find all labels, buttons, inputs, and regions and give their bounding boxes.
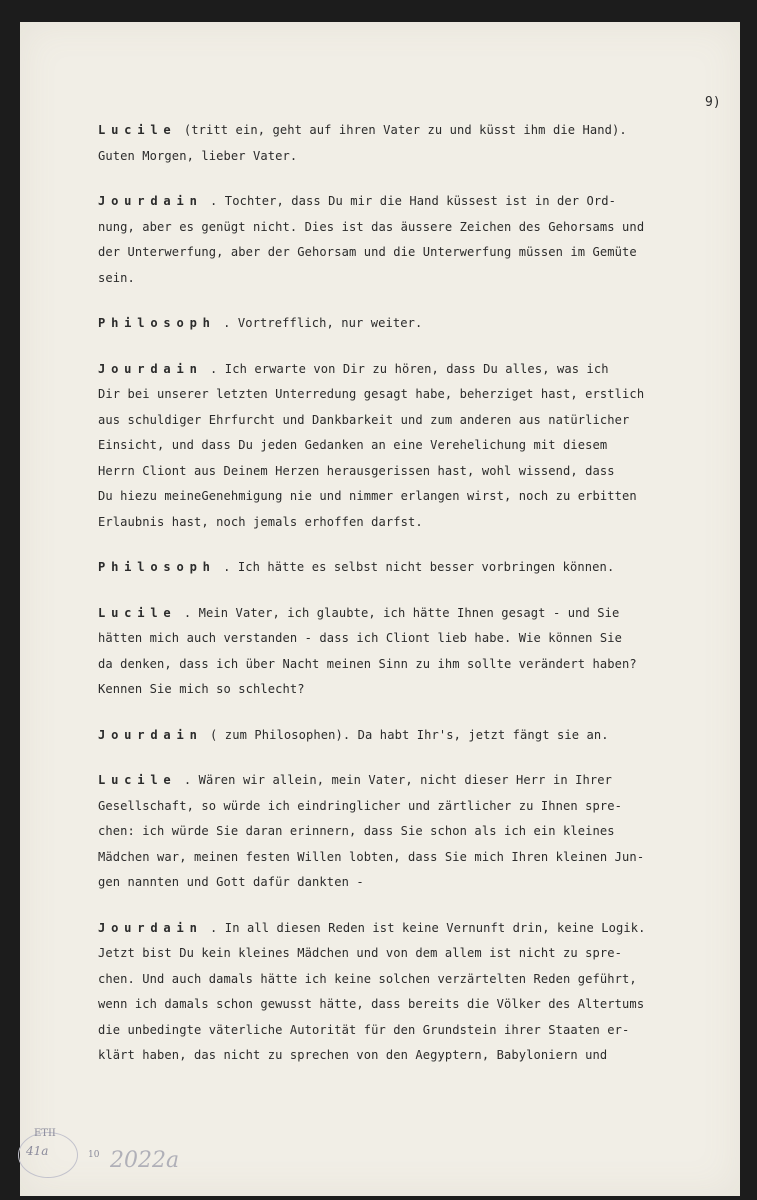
text-line: der Unterwerfung, aber der Gehorsam und die Unterwerfung müssen im Gemüte <box>98 245 637 259</box>
paragraph-8 <box>98 768 738 896</box>
speech-text: . In all diesen Reden ist keine Vernunft drin, keine Logik. <box>210 920 646 935</box>
speech-text: . Wären wir allein, mein Vater, nicht dieser Herr in Ihrer <box>183 773 612 787</box>
text-line <box>98 723 738 749</box>
archive-margin-notes <box>18 1126 218 1186</box>
speaker-name: Lucile <box>98 123 177 137</box>
paragraph-5 <box>98 555 738 581</box>
text-line: Du hiezu meineGenehmigung nie und nimmer erlangen wirst, noch zu erbitten <box>98 489 637 503</box>
text-line: Mädchen war, meinen festen Willen lobten, dass Sie mich Ihren kleinen Jun- <box>98 849 645 864</box>
speaker-name: Lucile <box>98 605 177 620</box>
paragraph-6 <box>98 601 738 703</box>
text-line <box>98 311 738 337</box>
paragraph-7 <box>98 723 738 749</box>
paragraph-9 <box>98 916 738 1069</box>
text-line: die unbedingte väterliche Autorität für den Grundstein ihrer Staaten er- <box>98 1022 630 1037</box>
margin-note-archive-code: ETII <box>34 1128 56 1139</box>
text-line: Guten Morgen, lieber Vater. <box>98 148 298 163</box>
typescript-body <box>98 118 738 1089</box>
text-line: aus schuldiger Ehrfurcht und Dankbarkeit und zum anderen aus natürlicher <box>98 412 630 427</box>
paragraph-4 <box>98 357 738 536</box>
text-line <box>98 916 738 942</box>
speech-text: . Vortrefflich, nur weiter. <box>223 316 423 330</box>
speaker-name: Philosoph <box>98 316 216 330</box>
text-line: nung, aber es genügt nicht. Dies ist das äussere Zeichen des Gehorsams und <box>98 219 645 234</box>
paragraph-3 <box>98 311 738 337</box>
text-line: Herrn Cliont aus Deinem Herzen herausgerissen hast, wohl wissend, dass <box>98 463 615 478</box>
speaker-name: Jourdain <box>98 361 203 376</box>
speaker-name: Philosoph <box>98 560 216 574</box>
page-number: 9) <box>705 95 721 110</box>
text-line: gen nannten und Gott dafür dankten - <box>98 875 364 889</box>
margin-note-number: 10 <box>88 1150 100 1160</box>
stage-direction: ( zum Philosophen). Da habt Ihr's, jetzt fängt sie an. <box>210 727 609 742</box>
text-line: da denken, dass ich über Nacht meinen Sinn zu ihm sollte verändert haben? <box>98 656 637 671</box>
text-line: wenn ich damals schon gewusst hätte, dass bereits die Völker des Altertums <box>98 997 645 1011</box>
text-line <box>98 601 738 627</box>
speaker-name: Lucile <box>98 773 177 787</box>
text-line: chen: ich würde Sie daran erinnern, dass Sie schon als ich ein kleines <box>98 824 615 838</box>
text-line: hätten mich auch verstanden - dass ich Cliont lieb habe. Wie können Sie <box>98 631 623 645</box>
text-line: Jetzt bist Du kein kleines Mädchen und von dem allem ist nicht zu spre- <box>98 946 623 960</box>
text-line: Gesellschaft, so würde ich eindringlicher und zärtlicher zu Ihnen spre- <box>98 798 623 813</box>
speech-text: . Tochter, dass Du mir die Hand küssest ist in der Ord- <box>210 194 617 208</box>
text-line <box>98 357 738 383</box>
paragraph-2 <box>98 189 738 291</box>
margin-note-inventory: 2022a <box>110 1148 180 1173</box>
text-line: klärt haben, das nicht zu sprechen von den Aegyptern, Babyloniern und <box>98 1048 608 1062</box>
speech-text: . Ich hätte es selbst nicht besser vorbringen können. <box>223 560 615 574</box>
text-line: Kennen Sie mich so schlecht? <box>98 682 305 696</box>
document-page <box>20 22 740 1196</box>
paragraph-1 <box>98 118 738 169</box>
margin-note-folio: 41a <box>26 1144 49 1158</box>
text-line: sein. <box>98 270 135 285</box>
text-line: Erlaubnis hast, noch jemals erhoffen darfst. <box>98 514 423 529</box>
text-line: chen. Und auch damals hätte ich keine solchen verzärtelten Reden geführt, <box>98 971 637 986</box>
text-line: Dir bei unserer letzten Unterredung gesagt habe, beherziget hast, erstlich <box>98 387 645 401</box>
text-line <box>98 768 738 794</box>
text-line <box>98 118 738 144</box>
speech-text: . Ich erwarte von Dir zu hören, dass Du alles, was ich <box>210 361 609 376</box>
speaker-name: Jourdain <box>98 920 203 935</box>
text-line <box>98 555 738 581</box>
speech-text: . Mein Vater, ich glaubte, ich hätte Ihnen gesagt - und Sie <box>183 605 620 620</box>
text-line <box>98 189 738 215</box>
text-line: Einsicht, und dass Du jeden Gedanken an eine Verehelichung mit diesem <box>98 438 608 452</box>
speaker-name: Jourdain <box>98 727 203 742</box>
speaker-name: Jourdain <box>98 194 203 208</box>
stage-direction: (tritt ein, geht auf ihren Vater zu und küsst ihm die Hand). <box>183 123 627 137</box>
